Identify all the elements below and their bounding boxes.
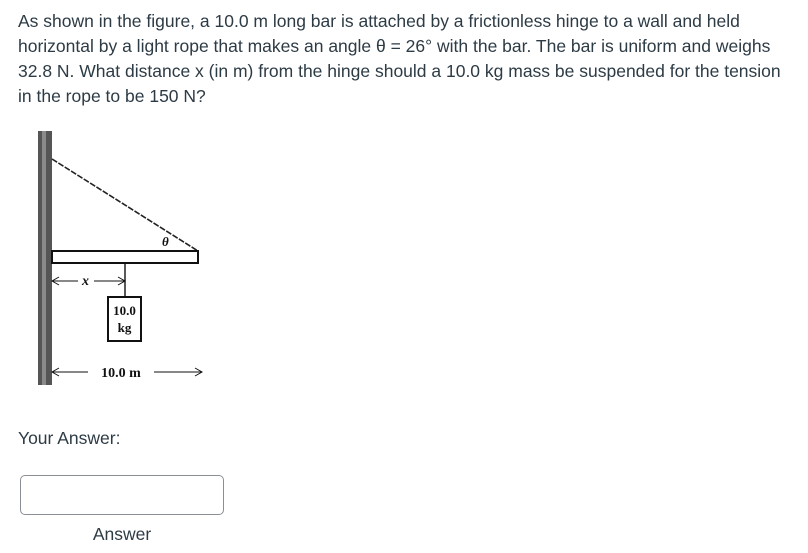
length-label: 10.0 m <box>101 366 141 381</box>
mass-label-value: 10.0 <box>113 303 136 318</box>
angle-label: θ <box>162 234 169 249</box>
rope <box>52 159 198 251</box>
mass-label-unit: kg <box>117 320 132 335</box>
answer-input[interactable] <box>20 475 224 515</box>
x-label: x <box>82 274 89 289</box>
your-answer-label: Your Answer: <box>18 428 121 448</box>
bar <box>52 251 198 263</box>
bar-rope-figure <box>28 125 228 395</box>
answer-caption: Answer <box>92 524 152 544</box>
question-text: As shown in the figure, a 10.0 m long bar is attached by a frictionless hinge to a wall and held horizontal by a light rope that makes an angle θ = 26° with the bar. The bar is uniform and weighs 32.8 N. What distance x (in m) from the hinge should a 10.0 kg mass be suspended for the tension in the rope to be 150 N? <box>18 11 781 106</box>
